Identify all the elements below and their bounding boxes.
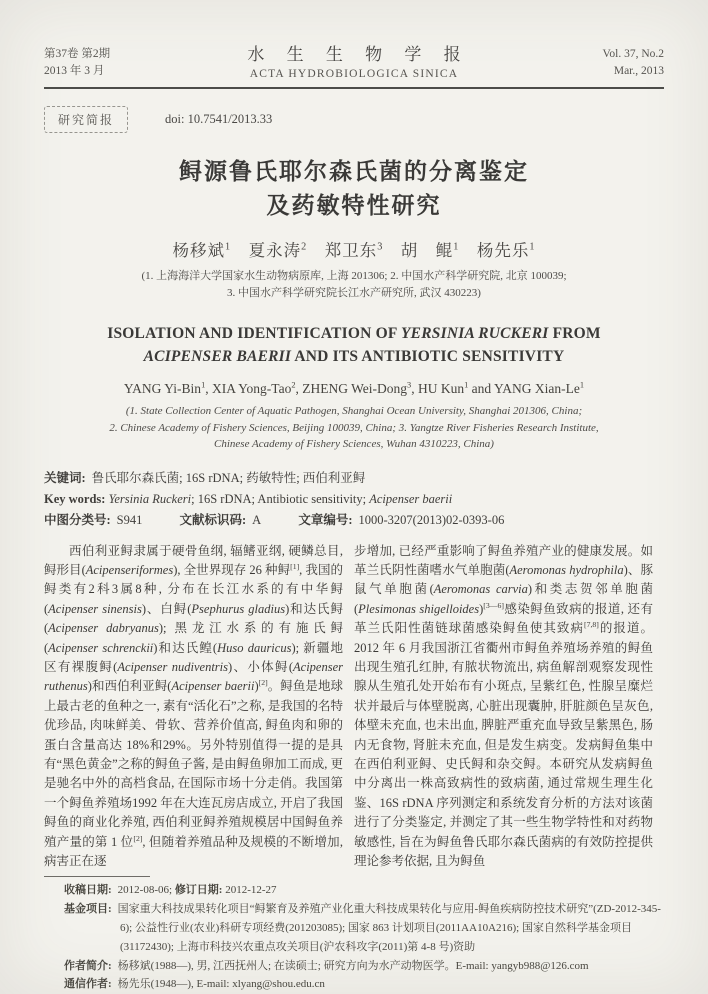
footnote-funding: 基金项目: 国家重大科技成果转化项目“鲟繁育及养殖产业化重大科技成果转化与应用-鲟鱼疾病防控技术研究”(ZD-2012-345-6); 公益性行业(农业)科研专项经费(201203085); 国家 863 计划项目(2011AA10A216); 国家自然科学基金项目(31172430); 上海市科技兴农重点攻关项目(沪农科攻字(2011)第 4-8 号)资助	[64, 903, 661, 953]
article-title-cn-line2: 及药敏特性研究	[266, 192, 442, 218]
affiliations-cn	[44, 268, 664, 302]
article-body	[44, 542, 664, 872]
clc-number: 中图分类号: S941	[44, 512, 143, 527]
body-left-paragraph: 西伯利亚鲟隶属于硬骨鱼纲, 辐鳍亚纲, 硬鳞总目, 鲟形目(Acipenseriformes), 全世界现存 26 种鲟[1], 我国的鲟类有2科3属8种, 分布在长江水系的有中华鲟(Acipenser sinensis)、白鲟(Psephurus gladius)和达氏鲟(Acipenser dabryanus); 黑龙江水系的有施氏鲟(Acipenser schrenckii)和达氏鳇(Huso dauricus); 新疆地区有裸腹鲟(Acipenser nudiventris)、小体鲟(Acipenser ruthenus)和西伯利亚鲟(Acipenser baerii)[2]。鲟鱼是地球上最古老的鱼种之一, 素有“活化石”之称, 是我国的名特优珍品, 肉味鲜美、骨软、营养价值高, 鲟鱼肉和卵的蛋白含量高达 18%和29%。另外特别值得一提的是具有“黑色黄金”之称的鲟鱼子酱, 是由鲟鱼卵加工而成, 更是驰名中外的高档食品, 在国际市场十分走俏。我国第一个鲟鱼养殖场1992 年在大连瓦房店成立, 开启了我国鲟鱼的商业化养殖, 西伯利亚鲟养殖规模居中国鲟鱼养殖产量的第 1 位[2], 但随着养殖品种及规模的不断增加, 病害正在逐	[44, 543, 343, 868]
affiliation-en-line3: Chinese Academy of Fishery Sciences, Wuhan 4310223, China)	[214, 438, 494, 450]
header-right-block	[544, 46, 664, 80]
affiliation-cn-line2: 3. 中国水产科学研究院长江水产研究所, 武汉 430223)	[227, 287, 481, 299]
authors-cn: 杨移斌$^1$ 夏永涛$^2$ 郑卫东$^3$ 胡 鲲$^1$ 杨先乐$^1$	[172, 241, 536, 260]
affiliation-cn-line1: (1. 上海海洋大学国家水生动物病原库, 上海 201306; 2. 中国水产科学研究院, 北京 100039;	[141, 270, 567, 282]
volume-issue-cn: 第37卷 第2期	[44, 48, 111, 60]
doi-text: doi: 10.7541/2013.33	[165, 112, 273, 126]
affiliation-en-line1: (1. State Collection Center of Aquatic Pathogen, Shanghai Ocean University, Shanghai 201306, China;	[125, 405, 583, 417]
affiliation-en-line2: 2. Chinese Academy of Fishery Sciences, Beijing 100039, China; 3. Yangtze River Fisheries Research Institute,	[109, 421, 599, 434]
footnote-corresponding-author: 通信作者: 杨先乐(1948—), E-mail: xlyang@shou.edu.cn	[64, 978, 325, 991]
volume-issue-en: Vol. 37, No.2	[602, 48, 664, 60]
journal-header	[44, 40, 664, 89]
article-title-en	[44, 322, 664, 368]
footnotes-block	[64, 881, 664, 994]
journal-title-block	[164, 40, 544, 80]
footnote-author-bio: 作者简介: 杨移斌(1988—), 男, 江西抚州人; 在读硕士; 研究方向为水产动物医学。E-mail: yangyb988@126.com	[64, 959, 589, 972]
journal-name-en: ACTA HYDROBIOLOGICA SINICA	[249, 68, 459, 80]
keywords-cn-row	[44, 468, 664, 489]
keywords-en-row: Key words: Yersinia Ruckeri; 16S rDNA; Antibiotic sensitivity; Acipenser baerii	[44, 491, 453, 506]
article-title-en-line1: ISOLATION AND IDENTIFICATION OF YERSINIA RUCKERI FROM	[107, 325, 601, 342]
article-number: 文章编号: 1000-3207(2013)02-0393-06	[298, 512, 505, 527]
article-title-cn	[44, 154, 664, 222]
footnote-separator-rule	[44, 876, 150, 877]
footnote-received-date: 收稿日期: 2012-08-06; 修订日期: 2012-12-27	[64, 884, 277, 897]
article-title-en-line2: ACIPENSER BAERII AND ITS ANTIBIOTIC SENSITIVITY	[143, 348, 565, 365]
header-left-block	[44, 46, 164, 80]
article-title-cn-line1: 鲟源鲁氏耶尔森氏菌的分离鉴定	[179, 158, 529, 184]
body-right-column	[354, 542, 653, 872]
keywords-cn-text: 鲁氏耶尔森氏菌; 16S rDNA; 药敏特性; 西伯利亚鲟	[91, 470, 366, 485]
affiliations-en	[44, 403, 664, 453]
publication-date-en: Mar., 2013	[613, 65, 664, 77]
classification-row	[44, 510, 664, 531]
keywords-cn-label: 关键词:	[44, 470, 86, 485]
body-left-column	[44, 542, 343, 872]
article-type-badge: 研究简报	[44, 106, 128, 133]
document-code: 文献标识码: A	[179, 512, 262, 527]
authors-en: YANG Yi-Bin$^1$, XIA Yong-Tao$^2$, ZHENG Wei-Dong$^3$, HU Kun$^1$ and YANG Xian-Le$^1$	[123, 380, 585, 396]
body-right-paragraph: 步增加, 已经严重影响了鲟鱼养殖产业的健康发展。如革兰氏阴性菌嗜水气单胞菌(Aeromonas hydrophila)、豚鼠气单胞菌(Aeromonas carvia)和类志贺邻单胞菌(Plesimonas shigelloides)[3—6]感染鲟鱼致病的报道, 还有革兰氏阳性菌链球菌感染鲟鱼使其致病[7,8]的报道。2012 年 6 月我国浙江省衢州市鲟鱼养殖场养殖的鲟鱼出现生殖孔红肿, 有脓状物流出, 病鱼解剖观察发现性腺从生殖孔处开始布有小斑点, 呈紫红色, 性腺呈糜烂状并最后与体壁脱离, 心脏出现囊肿, 肝脏颜色呈灰色, 体壁未充血, 也未出血, 脾脏严重充血导致呈紫黑色, 肠内无食物, 肾脏未充血, 但是发生病变。发病鲟鱼集中在西伯利亚鲟、史氏鲟和杂交鲟。本研究从发病鲟鱼中分离出一株高致病性的致病菌, 通过常规生理生化鉴、16S rDNA 序列测定和系统发育分析的方法对该菌进行了分类鉴定, 并测定了其一些生物学特性和对药物敏感性, 旨在为鲟鱼鲁氏耶尔森氏菌病的有效防控提供理论参考依据, 且为鲟鱼	[354, 543, 653, 868]
article-meta-row	[44, 106, 664, 133]
publication-date-cn: 2013 年 3 月	[44, 65, 105, 77]
journal-name-cn: 水 生 生 物 学 报	[247, 45, 470, 64]
keywords-block	[44, 468, 664, 531]
